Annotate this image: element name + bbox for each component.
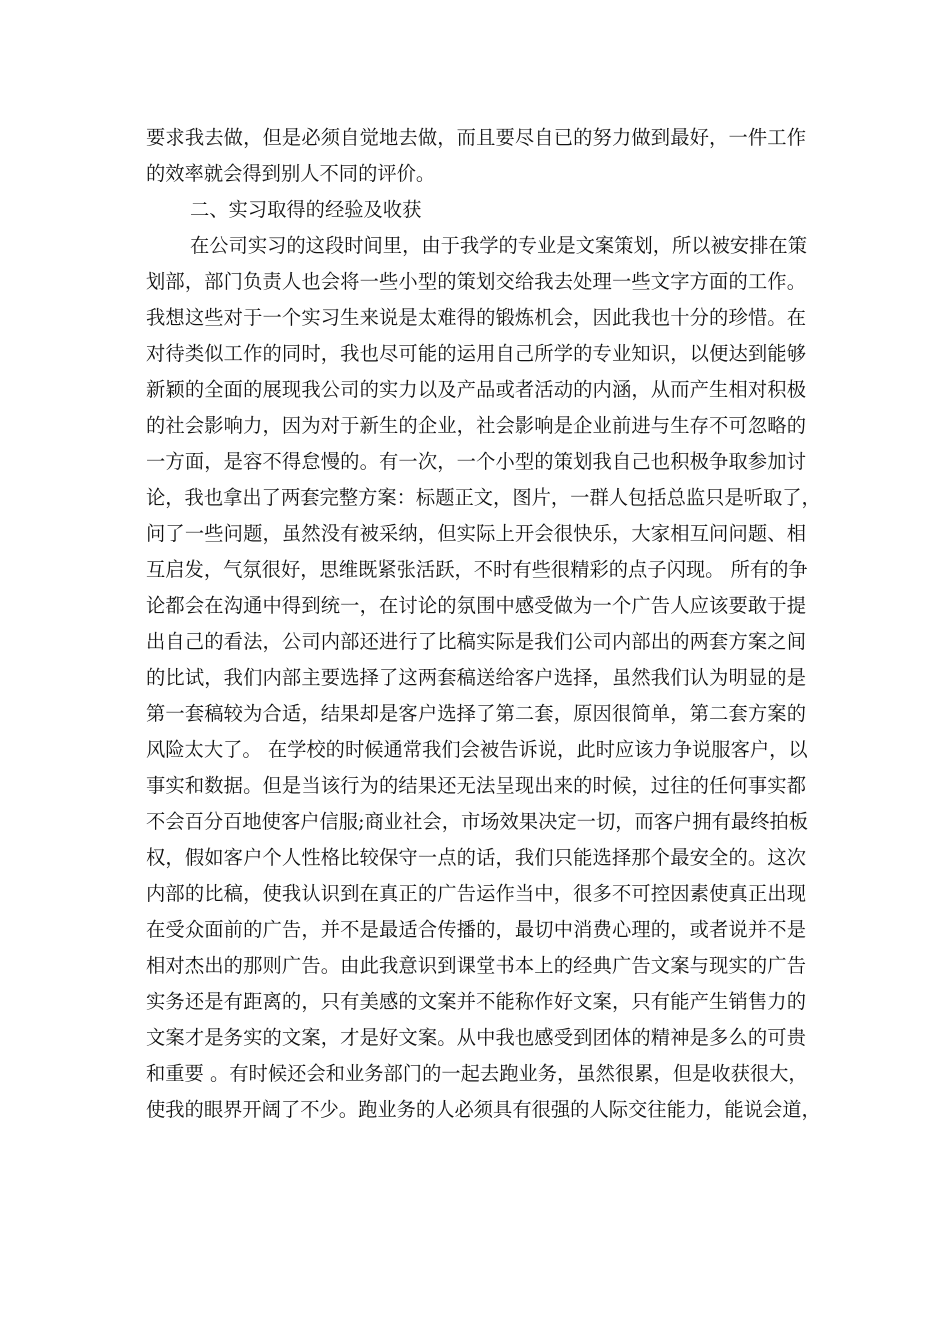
text-line: 不会百分百地使客户信服;商业社会，市场效果决定一切，而客户拥有最终拍板: [146, 810, 809, 833]
text-line: 事实和数据。但是当该行为的结果还无法呈现出来的时候，过往的任何事实都: [146, 774, 806, 797]
text-line: 要求我去做，但是必须自觉地去做，而且要尽自已的努力做到最好，一件工作: [146, 126, 806, 149]
text-line: 互启发，气氛很好，思维既紧张活跃，不时有些很精彩的点子闪现。 所有的争: [146, 558, 808, 581]
text-line: 一方面，是容不得怠慢的。有一次，一个小型的策划我自己也积极争取参加讨: [146, 450, 806, 473]
text-line: 使我的眼界开阔了不少。跑业务的人必须具有很强的人际交往能力，能说会道，: [146, 1098, 821, 1121]
text-line: 论，我也拿出了两套完整方案：标题正文，图片，一群人包括总监只是听取了，: [146, 486, 821, 509]
text-line: 对待类似工作的同时，我也尽可能的运用自己所学的专业知识，以便达到能够: [146, 342, 806, 365]
text-line: 第一套稿较为合适，结果却是客户选择了第二套，原因很简单，第二套方案的: [146, 702, 806, 725]
text-line: 的效率就会得到别人不同的评价。: [146, 162, 436, 185]
text-line: 和重要 。有时候还会和业务部门的一起去跑业务，虽然很累，但是收获很大，: [146, 1062, 808, 1085]
text-line: 我想这些对于一个实习生来说是太难得的锻炼机会，因此我也十分的珍惜。在: [146, 306, 806, 329]
text-line: 问了一些问题，虽然没有被采纳，但实际上开会很快乐，大家相互问问题、相: [146, 522, 806, 545]
text-line: 风险太大了。 在学校的时候通常我们会被告诉说，此时应该力争说服客户，以: [146, 738, 808, 761]
text-line: 新颖的全面的展现我公司的实力以及产品或者活动的内涵，从而产生相对积极: [146, 378, 806, 401]
text-line: 划部，部门负责人也会将一些小型的策划交给我去处理一些文字方面的工作。: [146, 270, 806, 293]
text-line: 论都会在沟通中得到统一，在讨论的氛围中感受做为一个广告人应该要敢于提: [146, 594, 806, 617]
text-line: 文案才是务实的文案，才是好文案。从中我也感受到团体的精神是多么的可贵: [146, 1026, 806, 1049]
text-line: 出自己的看法，公司内部还进行了比稿实际是我们公司内部出的两套方案之间: [146, 630, 806, 653]
text-line: 实务还是有距离的，只有美感的文案并不能称作好文案，只有能产生销售力的: [146, 990, 806, 1013]
text-line: 权，假如客户个人性格比较保守一点的话，我们只能选择那个最安全的。这次: [146, 846, 806, 869]
text-line: 在公司实习的这段时间里，由于我学的专业是文案策划，所以被安排在策: [190, 234, 807, 257]
text-line: 相对杰出的那则广告。由此我意识到课堂书本上的经典广告文案与现实的广告: [146, 954, 806, 977]
text-line: 内部的比稿，使我认识到在真正的广告运作当中，很多不可控因素使真正出现: [146, 882, 806, 905]
text-line: 在受众面前的广告，并不是最适合传播的，最切中消费心理的，或者说并不是: [146, 918, 806, 941]
section-heading: 二、实习取得的经验及收获: [190, 198, 422, 221]
text-line: 的比试，我们内部主要选择了这两套稿送给客户选择，虽然我们认为明显的是: [146, 666, 806, 689]
text-line: 的社会影响力，因为对于新生的企业，社会影响是企业前进与生存不可忽略的: [146, 414, 806, 437]
